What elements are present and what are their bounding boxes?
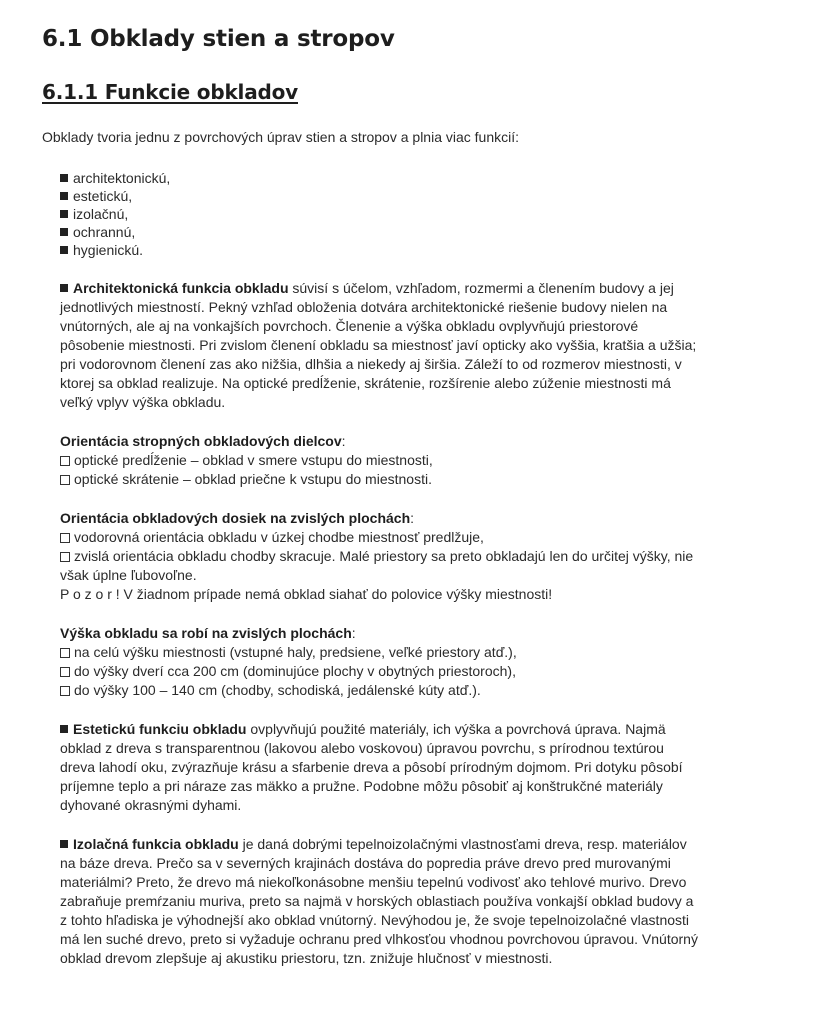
aesthetic-function-paragraph: Estetickú funkciu obkladu ovplyvňujú použité materiály, ich výška a povrchová úprava. Najmä obklad z dreva s transparentnou (lakovou alebo voskovou) úpravou povrchu, s prírodnou textúrou dreva lahodí oku, zvýrazňuje krásu a sfarbenie dreva a pôsobí prírodným dojmom. Pri dotyku pôsobí príjemne teplo a pri náraze zas mäkko a pružne. Podobne môžu pôsobiť aj konštrukčné materiály dyhované okrasnými dyhami. — [60, 721, 683, 813]
checkbox-icon — [60, 552, 70, 562]
subsection-title: 6.1.1 Funkcie obkladov — [42, 80, 298, 104]
intro-paragraph: Obklady tvoria jednu z povrchových úprav stien a stropov a plnia viac funkcií: — [42, 129, 520, 145]
height-title: Výška obkladu sa robí na zvislých plochách — [60, 625, 352, 641]
list-item: ochrannú, — [60, 223, 798, 241]
list-item: hygienickú. — [60, 241, 798, 259]
checkbox-icon — [60, 686, 70, 696]
checkbox-icon — [60, 648, 70, 658]
wall-orientation-section: Orientácia obkladových dosiek na zvislých plochách: vodorovná orientácia obkladu v úzkej chodbe miestnosť predlžuje, zvislá orientácia obkladu chodby skracuje. Malé priestory sa preto obkladajú len do určitej výšky, nie však úplne ľubovoľne. P o z o r ! V žiadnom prípade nemá obklad siahať do polovice výšky miestnosti! — [60, 509, 798, 604]
wall-orientation-title: Orientácia obkladových dosiek na zvislých plochách — [60, 510, 411, 526]
checkbox-icon — [60, 456, 70, 466]
section-title: 6.1 Obklady stien a stropov — [42, 26, 395, 52]
bullet-square-icon — [60, 228, 68, 236]
insulation-function-paragraph: Izolačná funkcia obkladu je daná dobrými tepelnoizolačnými vlastnosťami dreva, resp. materiálov na báze dreva. Prečo sa v severných krajinách dostáva do popredia práve drevo pred murovanými materiálmi? Preto, že drevo má niekoľkonásobne menšiu tepelnú vodivosť ako tehlové murivo. Drevo zabraňuje premŕzaniu muriva, preto sa najmä v horských oblastiach používa vonkajší obklad budovy a z tohto hľadiska je výhodnejší ako obklad vnútorný. Nevýhodou je, že svoje tepelnoizolačné vlastnosti má len suché drevo, preto si vyžaduje ochranu pred vlhkosťou vhodnou povrchovou úpravou. Vnútorný obklad drevom zlepšuje aj akustiku priestoru, tzn. znižuje hlučnosť v miestnosti. — [60, 836, 698, 966]
bullet-square-icon — [60, 192, 68, 200]
checkbox-icon — [60, 667, 70, 677]
checkbox-icon — [60, 533, 70, 543]
list-item: izolačnú, — [60, 205, 798, 223]
bullet-square-icon — [60, 284, 68, 292]
ceiling-orientation-title: Orientácia stropných obkladových dielcov — [60, 433, 342, 449]
ceiling-orientation-section: Orientácia stropných obkladových dielcov: optické predĺženie – obklad v smere vstupu do miestnosti, optické skrátenie – obklad priečne k vstupu do miestnosti. — [60, 433, 433, 487]
bullet-square-icon — [60, 174, 68, 182]
list-item: estetickú, — [60, 187, 798, 205]
bullet-square-icon — [60, 725, 68, 733]
bullet-square-icon — [60, 840, 68, 848]
bullet-square-icon — [60, 210, 68, 218]
height-section: Výška obkladu sa robí na zvislých plochách: na celú výšku miestnosti (vstupné haly, predsiene, veľké priestory atď.), do výšky dverí cca 200 cm (dominujúce plochy v obytných priestoroch), do výšky 100 – 140 cm (chodby, schodiská, jedálenské kúty atď.). — [60, 625, 517, 698]
list-item: architektonickú, — [60, 169, 798, 187]
warning-text: P o z o r ! V žiadnom prípade nemá obklad siahať do polovice výšky miestnosti! — [60, 586, 553, 602]
checkbox-icon — [60, 475, 70, 485]
architectural-function-paragraph: Architektonická funkcia obkladu súvisí s účelom, vzhľadom, rozmermi a členením budovy a jej jednotlivých miestností. Pekný vzhľad obloženia dotvára architektonické riešenie budovy nielen na vnútorných, ale aj na vonkajších povrchoch. Členenie a výška obkladu ovplyvňujú priestorové pôsobenie miestnosti. Pri zvislom členení obkladu sa miestnosť javí opticky ako vyššia, kratšia a užšia; pri vodorovnom členení zas ako nižšia, dlhšia a niekedy aj širšia. Záleží to od rozmerov miestnosti, v ktorej sa obklad realizuje. Na optické predĺženie, skrátenie, rozšírenie alebo zúženie miestnosti má veľký vplyv výška obkladu. — [60, 280, 697, 410]
bullet-square-icon — [60, 246, 68, 254]
functions-list — [60, 169, 798, 259]
